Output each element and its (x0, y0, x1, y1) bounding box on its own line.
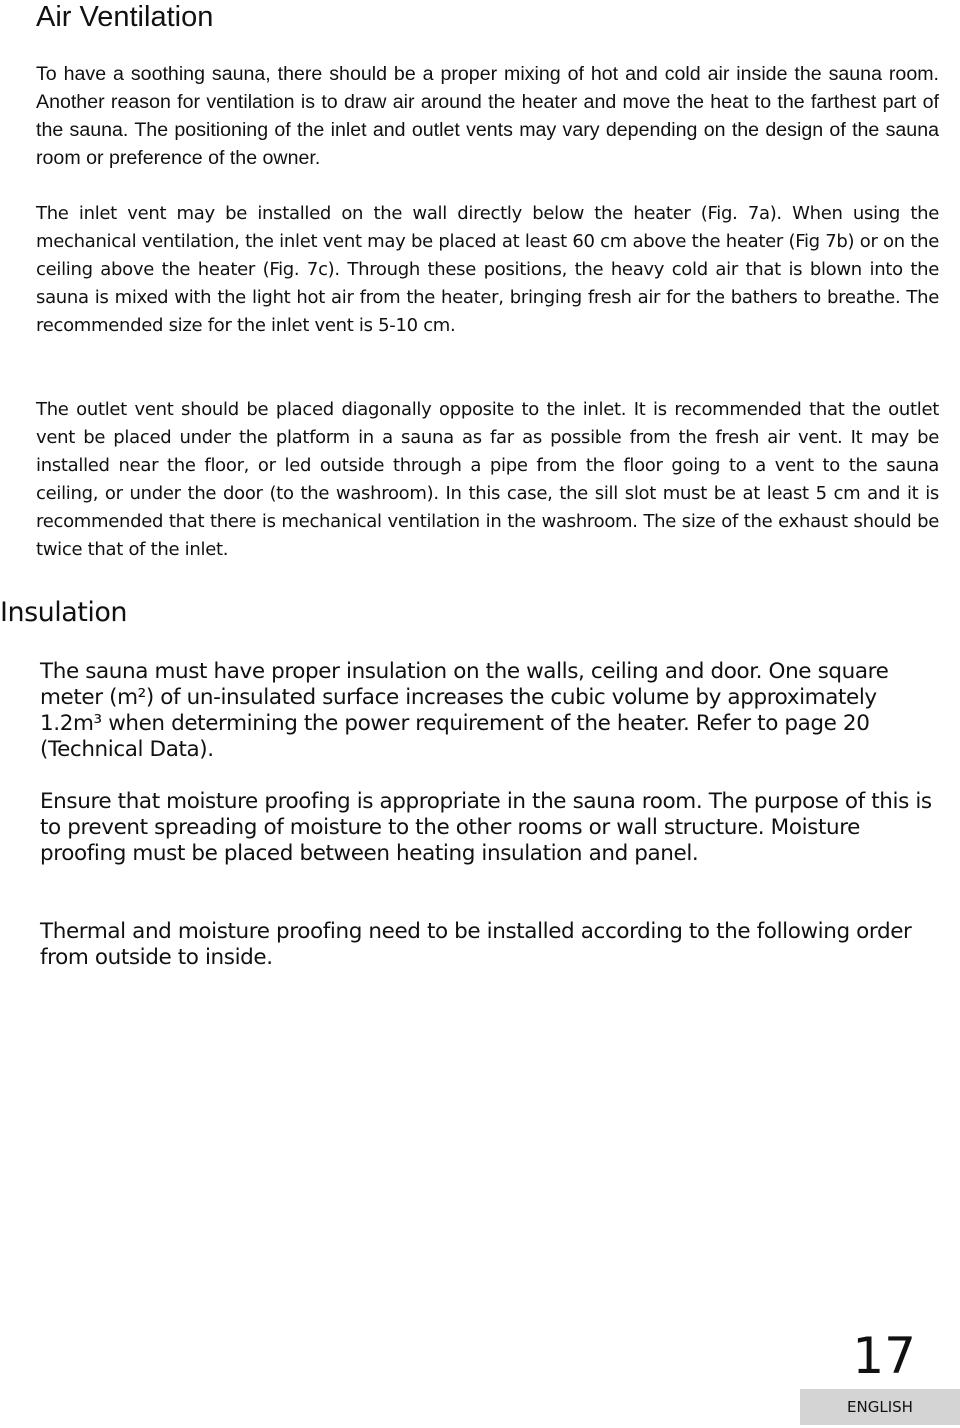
language-badge (800, 1389, 960, 1425)
air-ventilation-paragraph-1: To have a soothing sauna, there should be a proper mixing of hot and cold air inside the sauna room. Another reason for ventilation is to draw air around the heater and move the heat to the farthest part of the sauna. The positioning of the inlet and outlet vents may vary depending on the design of the sauna room or preference of the owner. (36, 63, 939, 169)
page-number: 17 (852, 1327, 916, 1385)
air-ventilation-paragraph-2: The inlet vent may be installed on the wall directly below the heater (Fig. 7a). When using the mechanical ventilation, the inlet vent may be placed at least 60 cm above the heater (Fig 7b) or on the ceiling above the heater (Fig. 7c). Through these positions, the heavy cold air that is blown into the sauna is mixed with the light hot air from the heater, bringing fresh air for the bathers to breathe. The recommended size for the inlet vent is 5-10 cm. (36, 203, 939, 336)
section-title-air-ventilation: Air Ventilation (36, 1, 214, 33)
insulation-paragraph-1: The sauna must have proper insulation on the walls, ceiling and door. One square meter (m²) of un-insulated surface increases the cubic volume by approximately 1.2m³ when determining the power requirement of the heater. Refer to page 20 (Technical Data). (40, 659, 889, 762)
air-ventilation-paragraph-3: The outlet vent should be placed diagonally opposite to the inlet. It is recommended that the outlet vent be placed under the platform in a sauna as far as possible from the fresh air vent. It may be installed near the floor, or led outside through a pipe from the floor going to a vent to the sauna ceiling, or under the door (to the washroom). In this case, the sill slot must be at least 5 cm and it is recommended that there is mechanical ventilation in the washroom. The size of the exhaust should be twice that of the inlet. (36, 399, 939, 560)
section-title-insulation: Insulation (0, 597, 128, 628)
insulation-paragraph-3: Thermal and moisture proofing need to be installed according to the following order from outside to inside. (40, 919, 912, 970)
language-label: ENGLISH (847, 1398, 913, 1416)
insulation-paragraph-2: Ensure that moisture proofing is appropriate in the sauna room. The purpose of this is to prevent spreading of moisture to the other rooms or wall structure. Moisture proofing must be placed between heating insulation and panel. (40, 789, 932, 866)
